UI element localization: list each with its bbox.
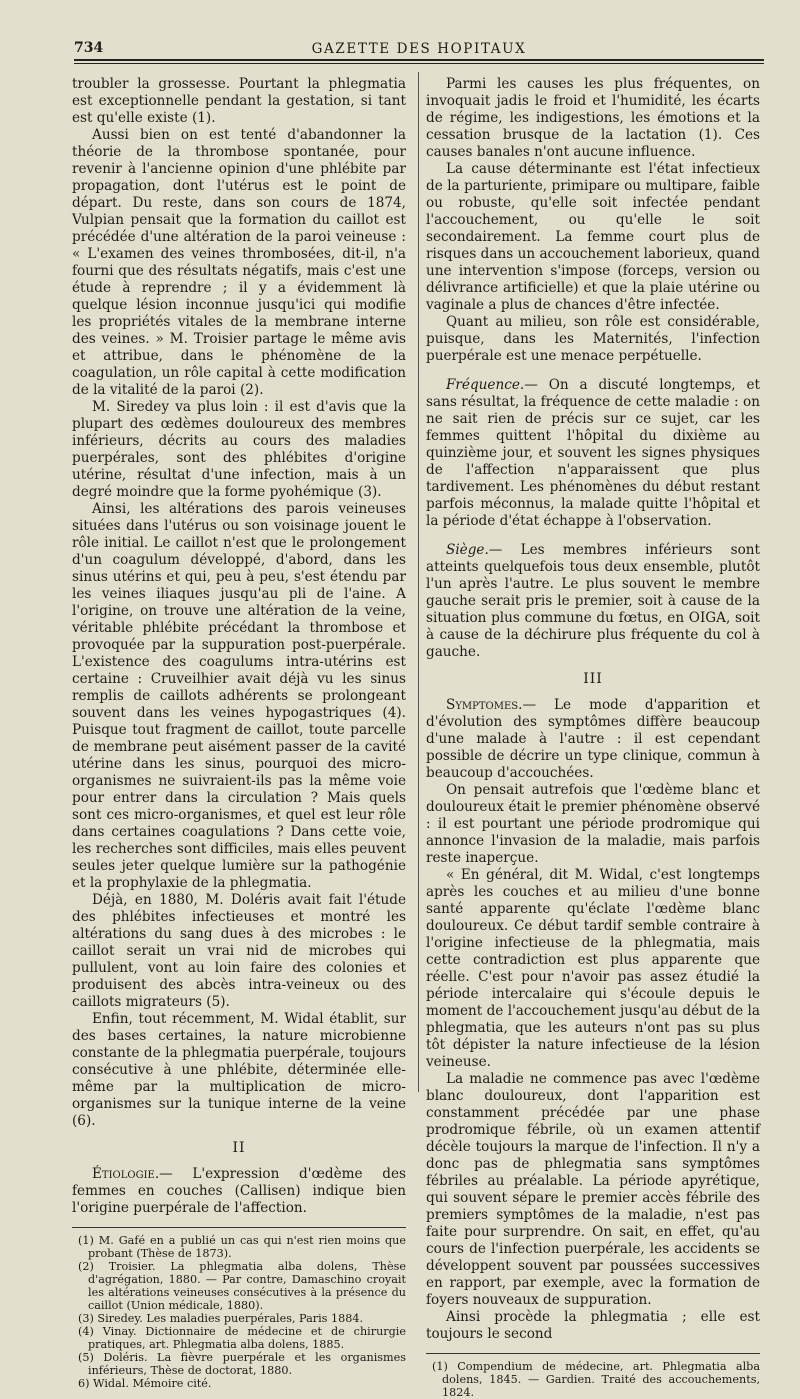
- subhead-symptomes: Symptomes.: [446, 697, 523, 713]
- paragraph: On pensait autrefois que l'œdème blanc et douloureux était le premier phénomène observé : il est pourtant une période prodromique qui annonce l'invasion de la maladie, mais parfois reste inaperçue.: [426, 782, 760, 866]
- footnote: (3) Siredey. Les maladies puerpérales, Paris 1884.: [78, 1312, 364, 1325]
- left-column: [72, 76, 406, 1390]
- paragraph: La maladie ne commence pas avec l'œdème blanc douloureux, dont l'apparition est constamment précédée par une phase prodromique fébrile, où un examen attentif décèle toujours la marque de l'infection. Il n'y a donc pas de phlegmatia sans symptômes fébriles au préalable. La période apyrétique, qui souvent sépare le premier accès fébrile des premiers symptômes de la maladie, n'est pas faite pour surprendre. On sait, en effet, qu'au cours de l'infection puerpérale, les accidents se développent souvent par poussées successives en rapport, par exemple, avec la formation de foyers nouveaux de suppuration.: [426, 1071, 760, 1308]
- header-rule-thin: [74, 63, 764, 64]
- section-heading: II: [232, 1140, 246, 1156]
- footnote: 6) Widal. Mémoire cité.: [78, 1377, 212, 1390]
- section-heading: III: [583, 671, 603, 687]
- etiologie-text: — L'expression d'œdème des femmes en couches (Callisen) indique bien l'origine puerpérale de l'affection.: [72, 1166, 406, 1216]
- footnote: (2) Troisier. La phlegmatia alba dolens, Thèse d'agrégation, 1880. — Par contre, Damaschino croyait les altérations veineuses consécutives à la présence du caillot (Union médicale, 1880).: [78, 1260, 406, 1312]
- column-divider: [418, 72, 419, 1092]
- right-column: [426, 76, 760, 1399]
- footnotes-right: [426, 1360, 760, 1399]
- page-header: [74, 38, 764, 58]
- paragraph: Enfin, tout récemment, M. Widal établit, sur des bases certaines, la nature microbienne constante de la phlegmatia puerpérale, toujours consécutive à une phlébite, déterminée elle-même par la multiplication de micro-organismes sur la tunique interne de la veine (6).: [72, 1011, 406, 1129]
- frequence-text: — On a discuté longtemps, et sans résultat, la fréquence de cette maladie : on ne sait rien de précis sur ce sujet, car les femmes quittent l'hôpital du dixième au quinzième jour, et souvent les signes physiques de l'affection n'apparaissent que plus tardivement. Les phénomènes du début restant parfois méconnus, la malade quitte l'hôpital et la période d'état échappe à l'observation.: [426, 377, 760, 529]
- subhead-siege: Siège.: [446, 542, 489, 558]
- footnote-rule: [72, 1227, 406, 1228]
- siege-text: — Les membres inférieurs sont atteints quelquefois tous deux ensemble, plutôt l'un après l'autre. Le plus souvent le membre gauche serait pris le premier, soit à cause de la situation plus commune du fœtus, en OIGA, soit à cause de la déchirure plus fréquente du col à gauche.: [426, 542, 760, 660]
- paragraph: Parmi les causes les plus fréquentes, on invoquait jadis le froid et l'humidité, les écarts de régime, les indigestions, les émotions et la cessation brusque de la lactation (1). Ces causes banales n'ont aucune influence.: [426, 76, 760, 160]
- page-number: 734: [74, 40, 104, 56]
- paragraph-siege: [426, 542, 760, 661]
- paragraph: Aussi bien on est tenté d'abandonner la théorie de la thrombose spontanée, pour revenir à l'ancienne opinion d'une phlébite par propagation, dont l'utérus est le point de départ. Du reste, dans son cours de 1874, Vulpian pensait que la formation du caillot est précédée d'une altération de la paroi veineuse : « L'examen des veines thrombosées, dit-il, n'a fourni que des résultats négatifs, mais c'est une étude à reprendre ; il y a évidemment là quelque lésion inconnue jusqu'ici qui modifie les propriétés vitales de la membrane interne des veines. » M. Troisier partage le même avis et attribue, dans le phénomène de la coagulation, un rôle capital à cette modification de la vitalité de la paroi (2).: [72, 127, 406, 398]
- paragraph: Quant au milieu, son rôle est considérable, puisque, dans les Maternités, l'infection puerpérale est une menace perpétuelle.: [426, 314, 760, 364]
- paragraph-symptomes: [426, 697, 760, 782]
- paragraph: Ainsi procède la phlegmatia ; elle est toujours le second: [426, 1309, 760, 1342]
- spacer: [426, 530, 760, 542]
- symptomes-text: — Le mode d'apparition et d'évolution des symptômes diffère beaucoup d'une malade à l'autre : il est cependant possible de décrire un type clinique, commun à beaucoup d'accouchées.: [426, 697, 760, 781]
- paragraph: « En général, dit M. Widal, c'est longtemps après les couches et au milieu d'une bonne santé apparente qu'éclate l'œdème blanc douloureux. Ce début tardif semble contraire à l'origine infectieuse de la phlegmatia, mais cette contradiction est plus apparente que réelle. C'est pour n'avoir pas assez étudié la période intercalaire qui s'écoule depuis le moment de l'accouchement jusqu'au début de la phlegmatia, que les auteurs n'ont pas su plus tôt dépister la nature infectieuse de la lésion veineuse.: [426, 867, 760, 1070]
- spacer: [426, 365, 760, 377]
- paragraph-etiologie: [72, 1166, 406, 1217]
- paragraph-frequence: [426, 377, 760, 530]
- footnote: (1) Compendium de médecine, art. Phlegmatia alba dolens, 1845. — Gardien. Traité des accouchements, 1824.: [432, 1360, 760, 1399]
- footnote: (4) Vinay. Dictionnaire de médecine et de chirurgie pratiques, art. Phlegmatia alba dolens, 1885.: [78, 1325, 406, 1351]
- running-title: GAZETTE DES HOPITAUX: [311, 41, 527, 57]
- footnote: (1) M. Gafé en a publié un cas qui n'est rien moins que probant (Thèse de 1873).: [78, 1234, 406, 1260]
- paragraph: La cause déterminante est l'état infectieux de la parturiente, primipare ou multipare, faible ou robuste, qu'elle soit infectée pendant l'accouchement, ou qu'elle le soit secondairement. La femme court plus de risques dans un accouchement laborieux, quand une intervention s'impose (forceps, version ou délivrance artificielle) et que la plaie utérine ou vaginale a plus de chances d'être infectée.: [426, 161, 760, 313]
- header-rule-thick: [74, 59, 764, 61]
- paragraph: Déjà, en 1880, M. Doléris avait fait l'étude des phlébites infectieuses et montré les altérations du sang dues à des microbes : le caillot serait un vrai nid de microbes qui pullulent, vont au loin faire des colonies et produisent des abcès intra-veineux ou des caillots migrateurs (5).: [72, 892, 406, 1010]
- paragraph: troubler la grossesse. Pourtant la phlegmatia est exceptionnelle pendant la gestation, si tant est qu'elle existe (1).: [72, 76, 406, 126]
- subhead-etiologie: Étiologie.: [92, 1166, 160, 1182]
- subhead-frequence: Fréquence.: [446, 377, 525, 393]
- footnote-rule: [426, 1353, 760, 1354]
- footnote: (5) Doléris. La fièvre puerpérale et les organismes inférieurs, Thèse de doctorat, 1880.: [78, 1351, 406, 1377]
- footnotes-left: [72, 1234, 406, 1390]
- paragraph: Ainsi, les altérations des parois veineuses situées dans l'utérus ou son voisinage jouent le rôle initial. Le caillot n'est que le prolongement d'un coagulum développé, d'abord, dans les sinus utérins et qui, peu à peu, s'est étendu par les veines iliaques jusqu'au pli de l'aine. A l'origine, on trouve une altération de la veine, véritable phlébite précédant la thrombose et provoquée par la suppuration post-puerpérale. L'existence des coagulums intra-utérins est certaine : Cruveilhier avait déjà vu les sinus remplis de caillots adhérents se prolongeant souvent dans les veines hypogastriques (4). Puisque tout fragment de caillot, toute parcelle de membrane peut aisément passer de la cavité utérine dans les sinus, pourquoi des micro-organismes ne suivraient-ils pas la même voie pour entrer dans la circulation ? Mais quels sont ces micro-organismes, et quel est leur rôle dans certaines coagulations ? Dans cette voie, les recherches sont difficiles, mais elles peuvent seules jeter quelque lumière sur la pathogénie et la prophylaxie de la phlegmatia.: [72, 501, 406, 891]
- paragraph: M. Siredey va plus loin : il est d'avis que la plupart des œdèmes douloureux des membres inférieurs, décrits au cours des maladies puerpérales, sont des phlébites d'origine utérine, résultat d'une infection, mais à un degré moindre que la forme pyohémique (3).: [72, 399, 406, 500]
